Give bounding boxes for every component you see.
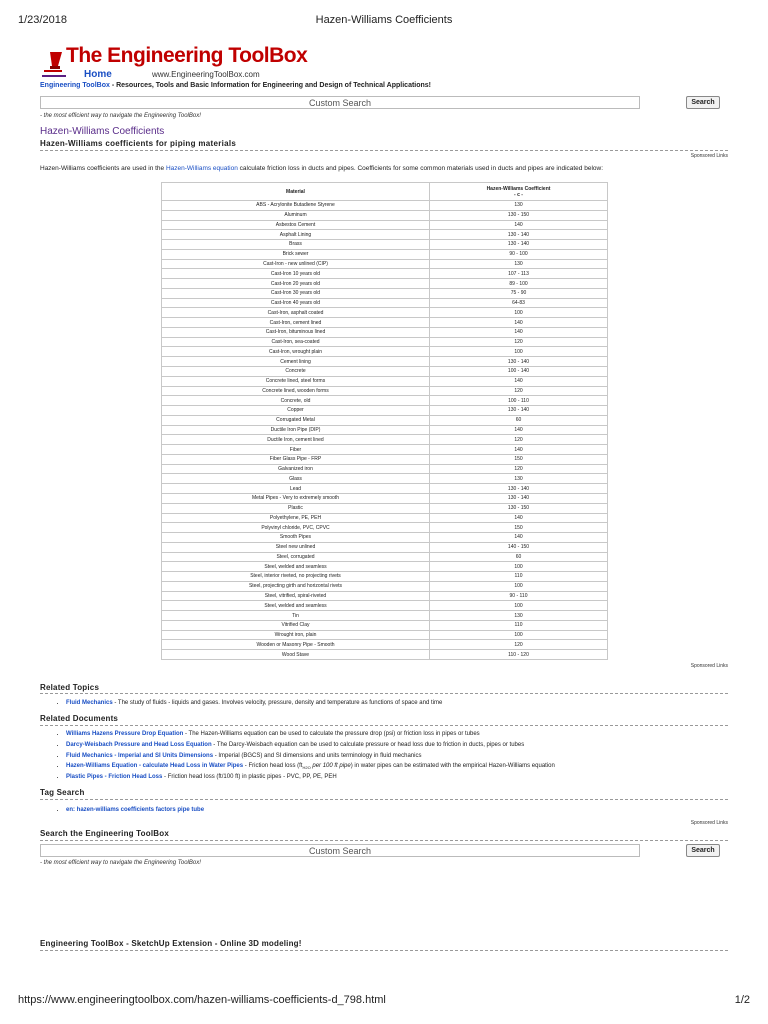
material-cell: Cement lining bbox=[162, 357, 430, 367]
table-row bbox=[162, 425, 608, 435]
coefficient-cell: 110 bbox=[430, 572, 608, 582]
search-bar-bottom bbox=[40, 844, 728, 858]
tagline-text: - Resources, Tools and Basic Information for Engineering and Design of Technical Applications! bbox=[109, 82, 432, 89]
table-row bbox=[162, 620, 608, 630]
material-cell: Steel, corrugated bbox=[162, 552, 430, 562]
header-coefficient bbox=[430, 183, 608, 201]
print-url: https://www.engineeringtoolbox.com/hazen-williams-coefficients-d_798.html bbox=[18, 994, 386, 1006]
table-row bbox=[162, 562, 608, 572]
material-cell: Cast-Iron, bituminous lined bbox=[162, 327, 430, 337]
material-cell: Steel, welded and seamless bbox=[162, 601, 430, 611]
tag-search-list bbox=[40, 805, 204, 816]
table-row bbox=[162, 337, 608, 347]
coefficient-cell: 140 bbox=[430, 376, 608, 386]
list-item-link[interactable]: Fluid Mechanics bbox=[66, 700, 113, 706]
logo-url: www.EngineeringToolBox.com bbox=[152, 70, 260, 79]
table-row bbox=[162, 367, 608, 377]
page-title: Hazen-Williams Coefficients bbox=[40, 126, 165, 137]
coefficient-cell: 120 bbox=[430, 464, 608, 474]
coefficient-cell: 130 - 140 bbox=[430, 240, 608, 250]
print-page-number: 1/2 bbox=[734, 994, 750, 1006]
material-cell: Wrought iron, plain bbox=[162, 630, 430, 640]
table-body bbox=[162, 201, 608, 660]
site-tagline bbox=[40, 82, 431, 89]
material-cell: Cast-Iron 10 years old bbox=[162, 269, 430, 279]
coefficient-cell: 120 bbox=[430, 640, 608, 650]
list-item-link[interactable]: Hazen-Williams Equation - calculate Head Loss in Water Pipes bbox=[66, 763, 244, 770]
table-row bbox=[162, 523, 608, 533]
table-row bbox=[162, 308, 608, 318]
material-cell: Cast-Iron - new unlined (CIP) bbox=[162, 259, 430, 269]
coefficient-cell: 90 - 110 bbox=[430, 591, 608, 601]
table-row bbox=[162, 415, 608, 425]
table-row bbox=[162, 581, 608, 591]
coefficient-cell: 140 bbox=[430, 220, 608, 230]
coefficient-cell: 100 bbox=[430, 308, 608, 318]
table-row bbox=[162, 220, 608, 230]
coefficient-cell: 107 - 113 bbox=[430, 269, 608, 279]
search-hint: - the most efficient way to navigate the Engineering ToolBox! bbox=[40, 113, 201, 119]
coefficient-cell: 140 - 150 bbox=[430, 542, 608, 552]
page-subtitle: Hazen-Williams coefficients for piping materials bbox=[40, 139, 237, 148]
material-cell: Cast-Iron 40 years old bbox=[162, 298, 430, 308]
coefficient-cell: 120 bbox=[430, 435, 608, 445]
search-bar-top bbox=[40, 96, 728, 110]
site-logo[interactable] bbox=[40, 42, 308, 82]
material-cell: Lead bbox=[162, 484, 430, 494]
material-cell: Tin bbox=[162, 611, 430, 621]
material-cell: Fiber Glass Pipe - FRP bbox=[162, 454, 430, 464]
coefficient-cell: 100 - 140 bbox=[430, 367, 608, 377]
list-item bbox=[66, 740, 555, 751]
coefficient-cell: 140 bbox=[430, 318, 608, 328]
table-row bbox=[162, 484, 608, 494]
coefficient-cell: 100 bbox=[430, 581, 608, 591]
header-coefficient-symbol: - c - bbox=[514, 191, 523, 198]
coefficient-cell: 130 bbox=[430, 259, 608, 269]
intro-text-after: calculate friction loss in ducts and pipes. Coefficients for some common materials used in ducts and pipes are indicated below: bbox=[237, 165, 604, 172]
coefficient-cell: 130 - 140 bbox=[430, 357, 608, 367]
coefficient-cell: 130 bbox=[430, 611, 608, 621]
table-row bbox=[162, 650, 608, 660]
coefficient-cell: 120 bbox=[430, 337, 608, 347]
list-item bbox=[66, 772, 555, 783]
table-row bbox=[162, 376, 608, 386]
material-cell: Concrete, old bbox=[162, 396, 430, 406]
material-cell: Ductile Iron Pipe (DIP) bbox=[162, 425, 430, 435]
table-row bbox=[162, 240, 608, 250]
material-cell: Asbestos Cement bbox=[162, 220, 430, 230]
coefficient-cell: 150 bbox=[430, 454, 608, 464]
coefficient-cell: 100 - 110 bbox=[430, 396, 608, 406]
material-cell: Asphalt Lining bbox=[162, 230, 430, 240]
coefficient-cell: 130 - 150 bbox=[430, 210, 608, 220]
table-row bbox=[162, 201, 608, 211]
hazen-williams-equation-link[interactable]: Hazen-Williams equation bbox=[165, 165, 238, 172]
material-cell: Cast-Iron 30 years old bbox=[162, 288, 430, 298]
table-row bbox=[162, 542, 608, 552]
coefficient-cell: 100 bbox=[430, 347, 608, 357]
coefficient-cell: 130 bbox=[430, 201, 608, 211]
search-input[interactable]: Custom Search bbox=[40, 96, 640, 109]
table-row bbox=[162, 493, 608, 503]
coefficient-cell: 140 bbox=[430, 445, 608, 455]
material-cell: Polyethylene, PE, PEH bbox=[162, 513, 430, 523]
table-row bbox=[162, 552, 608, 562]
coefficient-cell: 100 bbox=[430, 630, 608, 640]
material-cell: Concrete lined, wooden forms bbox=[162, 386, 430, 396]
table-row bbox=[162, 298, 608, 308]
divider bbox=[40, 799, 728, 800]
list-item-link[interactable]: Fluid Mechanics - Imperial and SI Units Dimensions bbox=[66, 752, 214, 759]
coefficient-cell: 60 bbox=[430, 552, 608, 562]
list-item bbox=[66, 761, 555, 772]
material-cell: Vitrified Clay bbox=[162, 620, 430, 630]
hazen-williams-table bbox=[161, 182, 608, 660]
table-row bbox=[162, 347, 608, 357]
coefficient-cell: 89 - 100 bbox=[430, 279, 608, 289]
coefficient-cell: 140 bbox=[430, 533, 608, 543]
coefficient-cell: 140 bbox=[430, 513, 608, 523]
table-row bbox=[162, 533, 608, 543]
table-row bbox=[162, 327, 608, 337]
table-row bbox=[162, 454, 608, 464]
material-cell: Plastic bbox=[162, 503, 430, 513]
table-row bbox=[162, 249, 608, 259]
coefficient-cell: 150 bbox=[430, 523, 608, 533]
coefficient-cell: 130 - 150 bbox=[430, 503, 608, 513]
table-row bbox=[162, 230, 608, 240]
coefficient-cell: 90 - 100 bbox=[430, 249, 608, 259]
table-row bbox=[162, 288, 608, 298]
coefficient-cell: 130 bbox=[430, 474, 608, 484]
list-item-link[interactable]: Williams Hazens Pressure Drop Equation bbox=[66, 731, 184, 737]
list-item-text: - The study of fluids - liquids and gases. Involves velocity, pressure, density and temperature as functions of space and time bbox=[112, 700, 443, 706]
search-button-2[interactable]: Search bbox=[686, 844, 720, 857]
material-cell: Steel, projecting girth and horizontal rivets bbox=[162, 581, 430, 591]
list-item-text: - Friction head loss (ft/100 ft) in plastic pipes - PVC, PP, PE, PEH bbox=[162, 774, 337, 781]
coefficient-cell: 130 - 140 bbox=[430, 406, 608, 416]
table-row bbox=[162, 406, 608, 416]
table-row bbox=[162, 279, 608, 289]
table-row bbox=[162, 503, 608, 513]
print-header bbox=[18, 14, 750, 28]
coefficient-cell: 120 bbox=[430, 386, 608, 396]
coefficient-cell: 130 - 140 bbox=[430, 230, 608, 240]
table-row bbox=[162, 396, 608, 406]
coefficient-cell: 110 - 120 bbox=[430, 650, 608, 660]
list-item-text: - The Darcy-Weisbach equation can be used to calculate pressure or head loss due to friction in ducts, pipes or tubes bbox=[211, 741, 525, 748]
list-item bbox=[66, 698, 442, 709]
tag-search-heading: Tag Search bbox=[40, 788, 85, 797]
table-row bbox=[162, 269, 608, 279]
coefficient-cell: 130 - 140 bbox=[430, 493, 608, 503]
list-item-italic: per 100 ft pipe bbox=[310, 763, 351, 770]
intro-paragraph bbox=[40, 165, 603, 172]
material-cell: Metal Pipes - Very to extremely smooth bbox=[162, 493, 430, 503]
divider bbox=[40, 950, 728, 951]
related-topics-list bbox=[40, 698, 442, 709]
divider bbox=[40, 693, 728, 694]
table-row bbox=[162, 513, 608, 523]
table-row bbox=[162, 435, 608, 445]
logo-title: The Engineering ToolBox bbox=[66, 44, 308, 67]
tagline-link[interactable]: Engineering ToolBox bbox=[40, 82, 110, 89]
table-row bbox=[162, 474, 608, 484]
material-cell: Glass bbox=[162, 474, 430, 484]
table-row bbox=[162, 591, 608, 601]
list-item-link[interactable]: Darcy-Weisbach Pressure and Head Loss Equation bbox=[66, 741, 212, 748]
list-item-link[interactable]: en: hazen-williams coefficients factors pipe tube bbox=[66, 807, 205, 813]
material-cell: Cast-Iron, wrought plain bbox=[162, 347, 430, 357]
material-cell: Corrugated Metal bbox=[162, 415, 430, 425]
related-documents-heading: Related Documents bbox=[40, 714, 119, 723]
sketchup-heading: Engineering ToolBox - SketchUp Extension - Online 3D modeling! bbox=[40, 939, 302, 948]
coefficient-cell: 60 bbox=[430, 415, 608, 425]
header-coefficient-label: Hazen-Williams Coefficient bbox=[486, 185, 551, 192]
material-cell: Cast-Iron, cement lined bbox=[162, 318, 430, 328]
related-documents-list bbox=[40, 729, 555, 783]
divider bbox=[40, 725, 728, 726]
sponsored-label: Sponsored Links bbox=[690, 153, 728, 159]
list-item-text: - The Hazen-Williams equation can be used to calculate the pressure drop (psi) or friction loss in pipes or tubes bbox=[183, 731, 480, 737]
coefficient-cell: 100 bbox=[430, 601, 608, 611]
table-row bbox=[162, 445, 608, 455]
material-cell: Wooden or Masonry Pipe - Smooth bbox=[162, 640, 430, 650]
material-cell: Brass bbox=[162, 240, 430, 250]
material-cell: Fiber bbox=[162, 445, 430, 455]
material-cell: Concrete lined, steel forms bbox=[162, 376, 430, 386]
list-item-subscript: H2O bbox=[302, 765, 311, 771]
material-cell: Copper bbox=[162, 406, 430, 416]
table-row bbox=[162, 640, 608, 650]
header-material: Material bbox=[162, 183, 430, 201]
material-cell: Ductile Iron, cement lined bbox=[162, 435, 430, 445]
list-item-link[interactable]: Plastic Pipes - Friction Head Loss bbox=[66, 774, 163, 781]
material-cell: Steel, interior riveted, no projecting rivets bbox=[162, 572, 430, 582]
table-row bbox=[162, 386, 608, 396]
list-item bbox=[66, 751, 555, 762]
print-title: Hazen-Williams Coefficients bbox=[315, 14, 453, 26]
table-header-row bbox=[162, 183, 608, 201]
list-item bbox=[66, 729, 555, 740]
material-cell: Concrete bbox=[162, 367, 430, 377]
coefficient-cell: 110 bbox=[430, 620, 608, 630]
table-row bbox=[162, 572, 608, 582]
search-hint-2: - the most efficient way to navigate the Engineering ToolBox! bbox=[40, 860, 201, 866]
coefficient-cell: 100 bbox=[430, 562, 608, 572]
list-item-text: - Imperial (BGCS) and SI dimensions and units terminology in fluid mechanics bbox=[213, 752, 422, 759]
table-row bbox=[162, 601, 608, 611]
search-button[interactable]: Search bbox=[686, 96, 720, 109]
divider bbox=[40, 150, 728, 151]
material-cell: Steel new unlined bbox=[162, 542, 430, 552]
divider bbox=[40, 840, 728, 841]
table-row bbox=[162, 630, 608, 640]
table-row bbox=[162, 357, 608, 367]
intro-text-before: Hazen-Williams coefficients are used in the bbox=[40, 165, 166, 172]
print-footer bbox=[18, 994, 750, 1008]
coefficient-cell: 140 bbox=[430, 425, 608, 435]
sponsored-label-2: Sponsored Links bbox=[690, 663, 728, 669]
table-row bbox=[162, 318, 608, 328]
related-topics-heading: Related Topics bbox=[40, 683, 100, 692]
material-cell: Cast-Iron, sea-coated bbox=[162, 337, 430, 347]
table-row bbox=[162, 210, 608, 220]
search-toolbox-heading: Search the Engineering ToolBox bbox=[40, 829, 169, 838]
home-link[interactable]: Home bbox=[84, 69, 112, 80]
search-input-2[interactable]: Custom Search bbox=[40, 844, 640, 857]
print-date: 1/23/2018 bbox=[18, 14, 67, 26]
coefficient-cell: 140 bbox=[430, 327, 608, 337]
coefficient-cell: 130 - 140 bbox=[430, 484, 608, 494]
table-row bbox=[162, 259, 608, 269]
list-item bbox=[66, 805, 204, 816]
material-cell: Cast-Iron 20 years old bbox=[162, 279, 430, 289]
table-row bbox=[162, 464, 608, 474]
material-cell: Wood Stave bbox=[162, 650, 430, 660]
material-cell: Galvanized iron bbox=[162, 464, 430, 474]
material-cell: Steel, welded and seamless bbox=[162, 562, 430, 572]
coefficient-cell: 75 - 90 bbox=[430, 288, 608, 298]
material-cell: Aluminum bbox=[162, 210, 430, 220]
material-cell: Cast-Iron, asphalt coated bbox=[162, 308, 430, 318]
material-cell: ABS - Acrylonite Butadiene Styrene bbox=[162, 201, 430, 211]
sponsored-label-3: Sponsored Links bbox=[690, 820, 728, 826]
material-cell: Brick sewer bbox=[162, 249, 430, 259]
material-cell: Polyvinyl chloride, PVC, CPVC bbox=[162, 523, 430, 533]
coefficient-cell: 64-83 bbox=[430, 298, 608, 308]
list-item-text: - Friction head loss (ft bbox=[243, 763, 303, 770]
material-cell: Steel, vitrified, spiral-riveted bbox=[162, 591, 430, 601]
material-cell: Smooth Pipes bbox=[162, 533, 430, 543]
table-row bbox=[162, 611, 608, 621]
list-item-tail: ) in water pipes can be estimated with the empirical Hazen-Williams equation bbox=[350, 763, 555, 770]
